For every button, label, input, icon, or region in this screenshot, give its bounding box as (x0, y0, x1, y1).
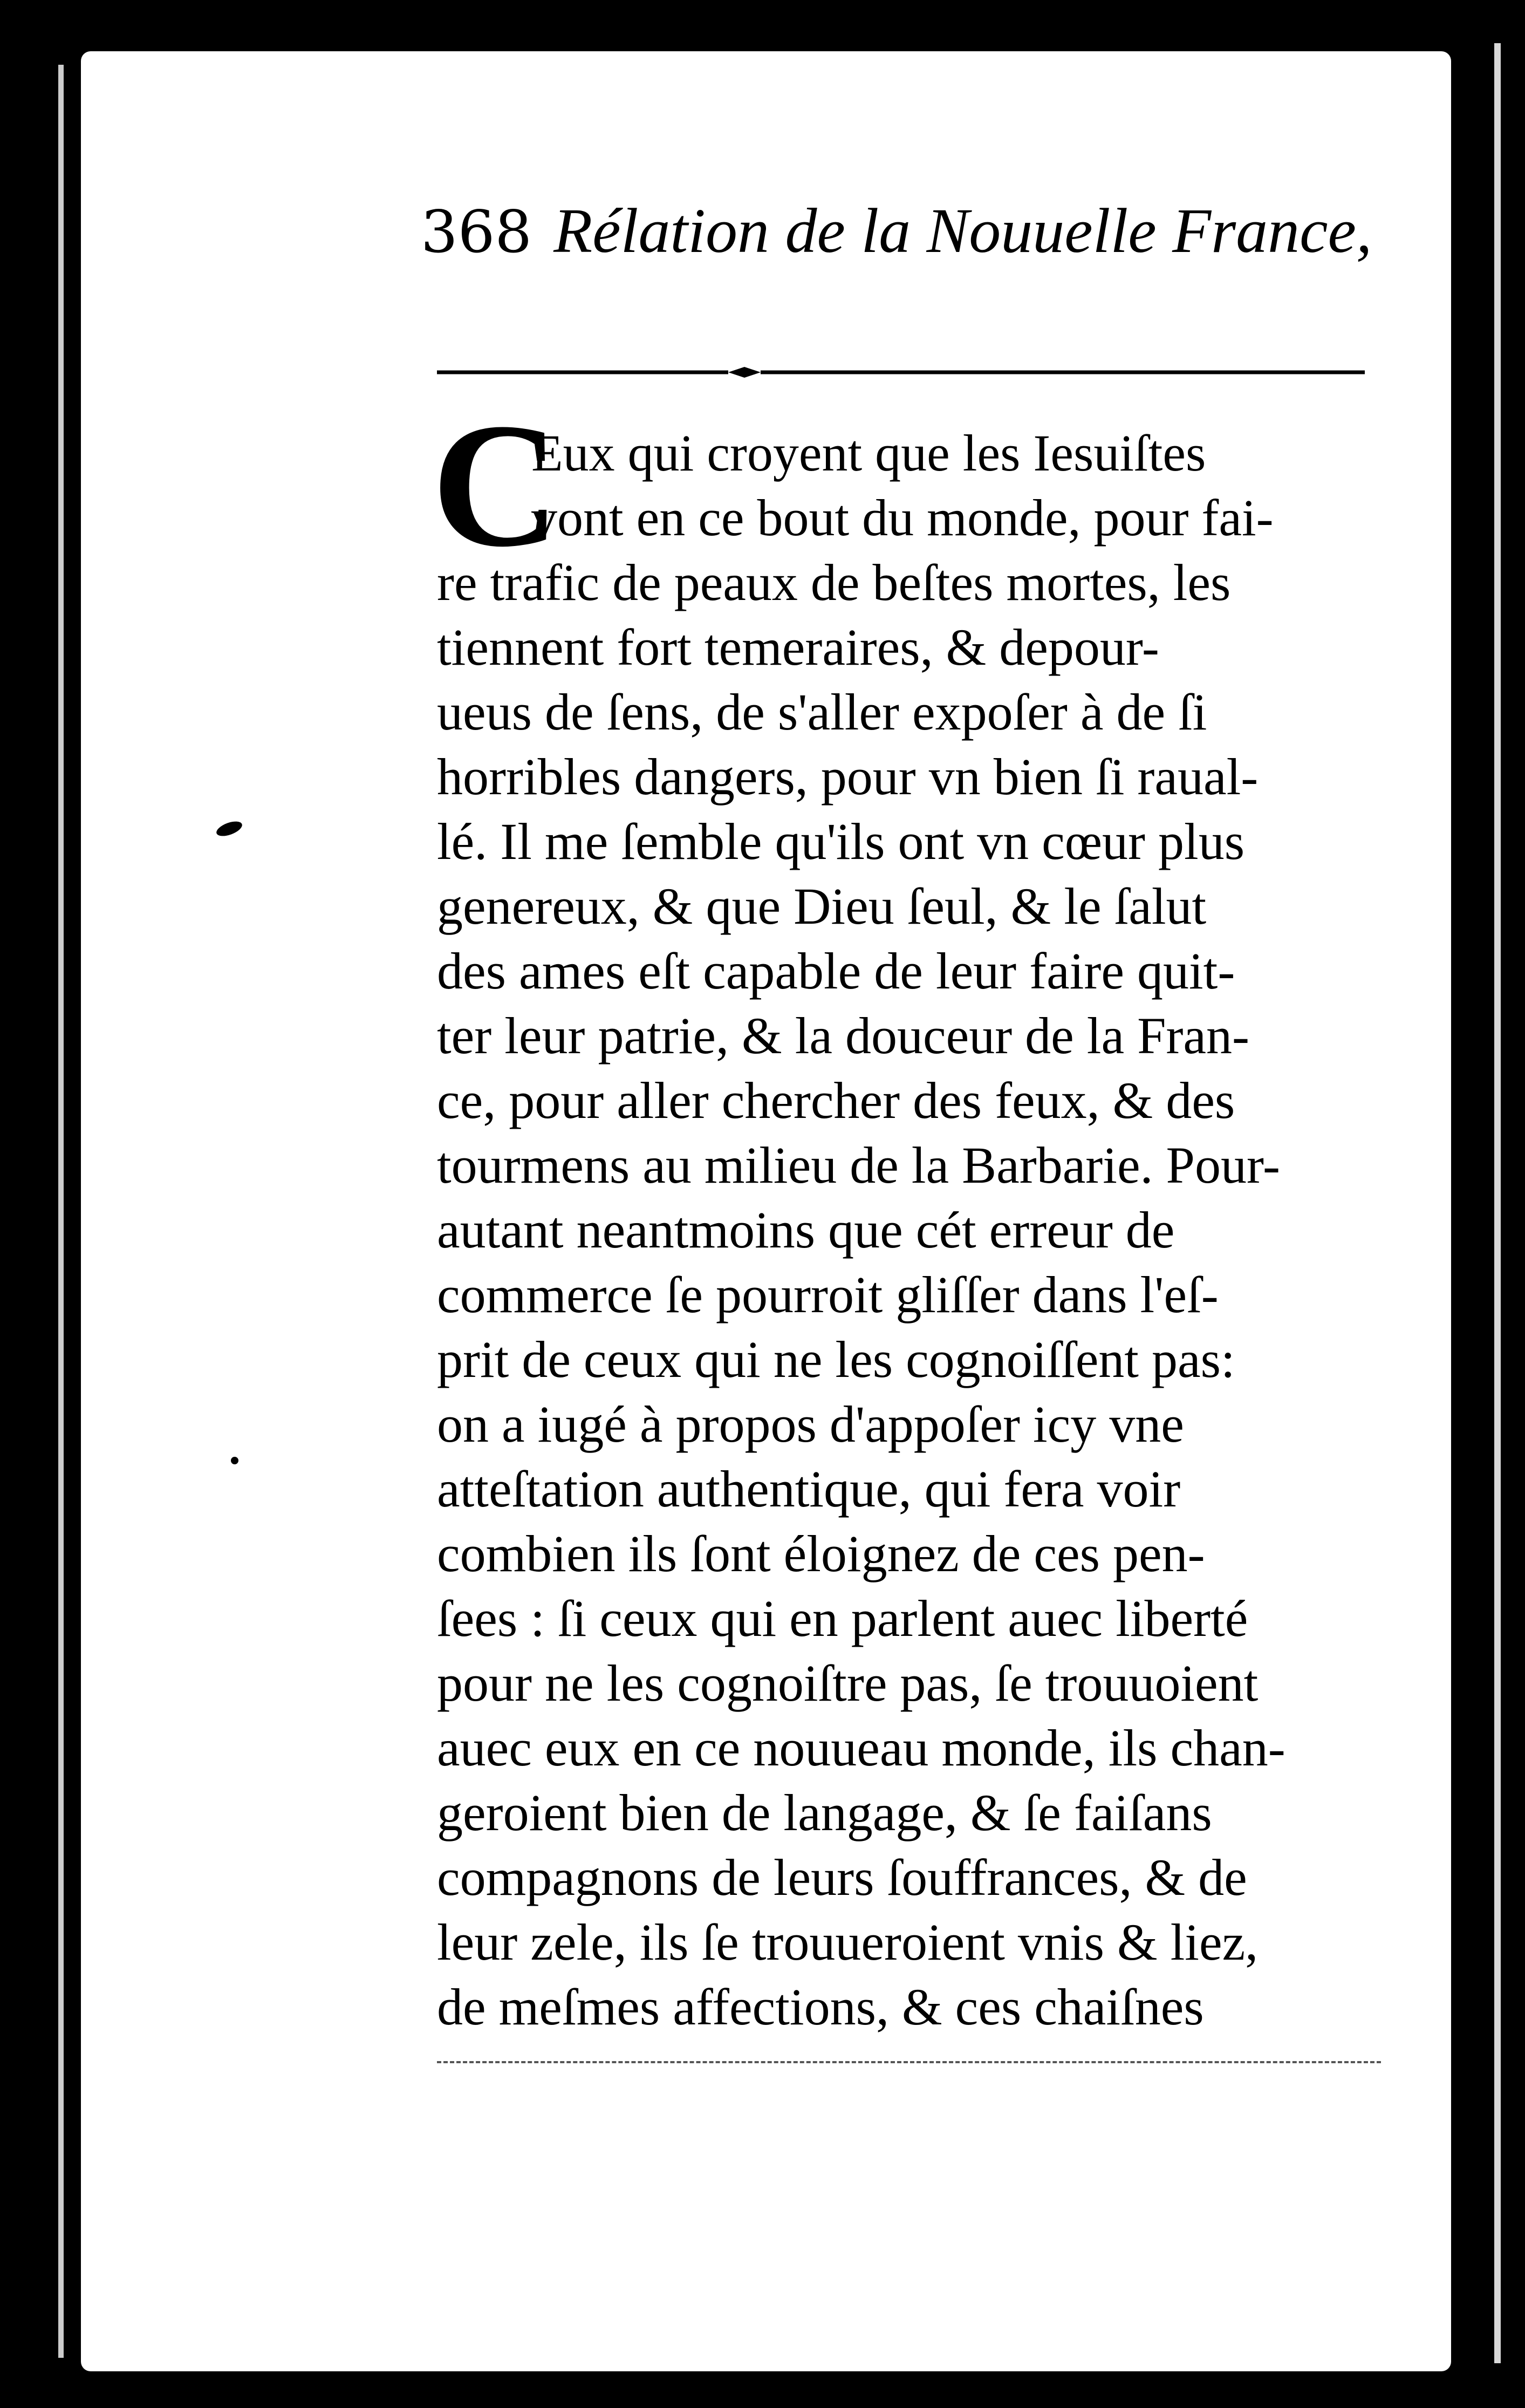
text-line-13: autant neantmoins que cét erreur de (437, 1201, 1175, 1259)
text-line-24: leur zele, ils ſe trouueroient vnis & liez, (437, 1913, 1259, 1971)
ink-speck (231, 1457, 238, 1464)
text-line-1: Eux qui croyent que les Iesuiſtes (531, 424, 1206, 482)
text-line-25: de meſmes affections, & ces chaiſnes (437, 1978, 1204, 2036)
text-line-2: vont en ce bout du monde, pour fai- (531, 489, 1274, 547)
drop-cap: C (432, 387, 560, 584)
text-line-6: horribles dangers, pour vn bien ſi raual- (437, 748, 1259, 806)
text-line-15: prit de ceux qui ne les cognoiſſent pas: (437, 1331, 1235, 1388)
text-line-18: combien ils ſont éloignez de ces pen- (437, 1525, 1205, 1582)
text-line-16: on a iugé à propos d'appoſer icy vne (437, 1395, 1184, 1453)
binding-edge (1451, 0, 1525, 2408)
text-line-20: pour ne les cognoiſtre pas, ſe trouuoient (437, 1654, 1259, 1712)
binding-edge-line (1494, 43, 1501, 2363)
text-line-9: des ames eſt capable de leur faire quit- (437, 942, 1235, 1000)
page-left-edge (58, 65, 64, 2358)
text-line-17: atteſtation authentique, qui fera voir (437, 1460, 1181, 1518)
ornamental-rule (437, 367, 1365, 378)
text-line-4: tiennent fort temeraires, & depour- (437, 618, 1159, 676)
text-line-3: re trafic de peaux de beſtes mortes, les (437, 554, 1231, 611)
text-line-5: ueus de ſens, de s'aller expoſer à de ſi (437, 683, 1207, 741)
text-line-10: ter leur patrie, & la douceur de la Fran- (437, 1007, 1249, 1065)
text-line-22: geroient bien de langage, & ſe faiſans (437, 1784, 1212, 1841)
text-line-12: tourmens au milieu de la Barbarie. Pour- (437, 1136, 1280, 1194)
text-line-14: commerce ſe pourroit gliſſer dans l'eſ- (437, 1266, 1219, 1324)
text-line-21: auec eux en ce nouueau monde, ils chan- (437, 1719, 1285, 1777)
text-line-11: ce, pour aller chercher des feux, & des (437, 1072, 1235, 1129)
text-line-7: lé. Il me ſemble qu'ils ont vn cœur plus (437, 813, 1245, 870)
page-number: 368 (421, 199, 532, 266)
bottom-dashed-rule (437, 2061, 1381, 2066)
text-line-23: compagnons de leurs ſouffrances, & de (437, 1848, 1247, 1906)
body-text (432, 387, 1381, 2039)
text-line-8: genereux, & que Dieu ſeul, & le ſalut (437, 877, 1207, 935)
running-title: Rélation de la Nouuelle France, (553, 195, 1372, 266)
text-line-19: ſees : ſi ceux qui en parlent auec liberté (437, 1590, 1248, 1647)
running-head (421, 194, 1392, 286)
